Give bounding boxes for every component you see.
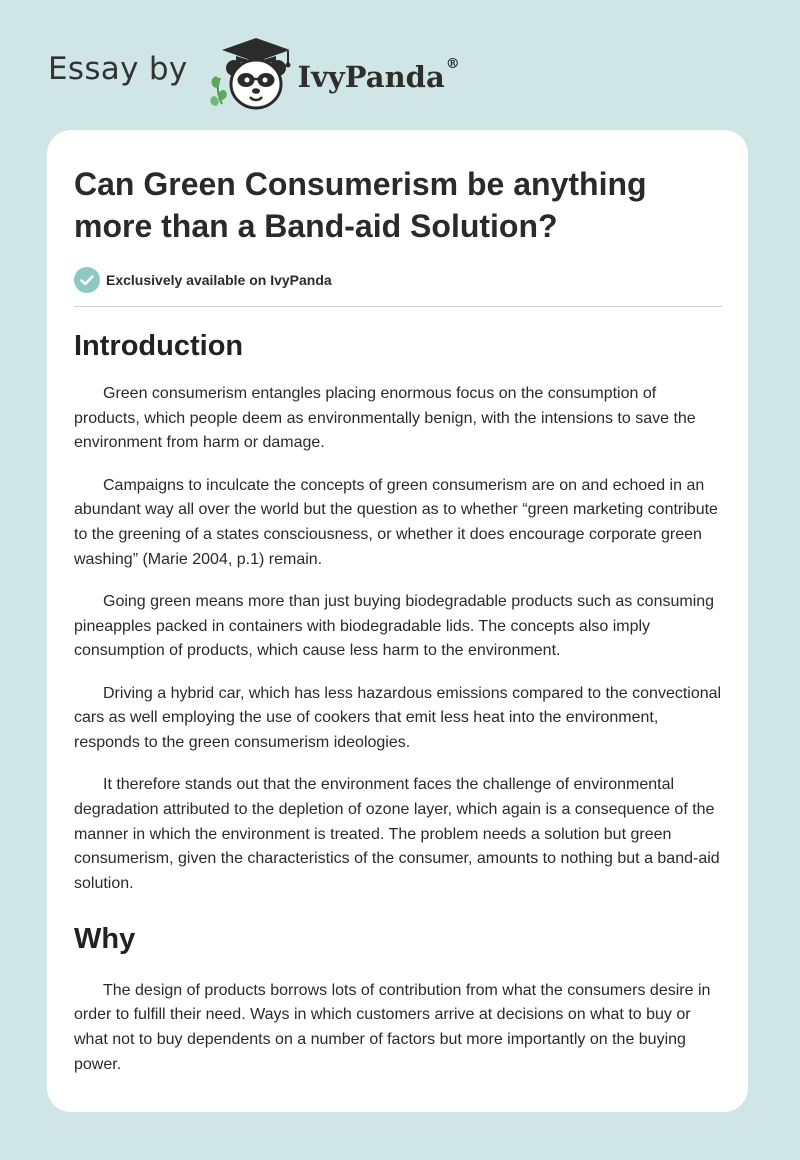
essay-by-label: Essay by — [48, 51, 188, 87]
exclusive-badge — [74, 267, 722, 293]
paragraph: Campaigns to inculcate the concepts of green consumerism are on and echoed in an abundant way all over the world but the question as to whether “green marketing contribute to the greening of a states consciousness, or whether it does encourage corporate green washing” (Marie 2004, p.1) remain. — [74, 476, 718, 568]
section-heading: Introduction — [74, 330, 244, 362]
essay-title: Can Green Consumerism be anything more than a Band-aid Solution? — [74, 166, 647, 244]
paragraph: It therefore stands out that the environment faces the challenge of environmental degradation attributed to the depletion of ozone layer, which again is a consequence of the manner in which the environment is treated. The problem needs a solution but green consumerism, given the characteristics of the consumer, amounts to nothing but a band-aid solution. — [74, 776, 720, 892]
registered-mark: ® — [445, 56, 460, 72]
check-circle-icon — [74, 267, 100, 293]
paragraph: Green consumerism entangles placing enormous focus on the consumption of products, which people deem as environmentally benign, with the intensions to save the environment from harm or damage. — [74, 385, 696, 452]
ivypanda-logo[interactable] — [202, 34, 460, 114]
paragraph: The design of products borrows lots of contribution from what the consumers desire in order to fulfill their need. Ways in which customers arrive at decisions on what to buy or what not to buy dependents on a number of factors but more importantly on the buying power. — [74, 981, 711, 1073]
panda-graduate-icon — [202, 34, 294, 114]
section-introduction — [74, 328, 722, 897]
brand-name — [297, 56, 460, 94]
paragraph: Going green means more than just buying biodegradable products such as consuming pineapples packed in containers with biodegradable lids. The concepts also imply consumption of products, which cause less harm to the environment. — [74, 592, 715, 660]
title-divider — [74, 306, 722, 307]
brand-name-text: IvyPanda — [297, 60, 445, 94]
section-heading: Why — [74, 922, 136, 955]
essay-card — [47, 130, 748, 1112]
site-header — [48, 34, 460, 114]
paragraph: Driving a hybrid car, which has less hazardous emissions compared to the convectional cars as well employing the use of cookers that emit less heat into the environment, responds to the green consumerism ideologies. — [74, 684, 722, 751]
exclusive-badge-text: Exclusively available on IvyPanda — [106, 272, 332, 288]
section-why — [74, 921, 722, 1078]
